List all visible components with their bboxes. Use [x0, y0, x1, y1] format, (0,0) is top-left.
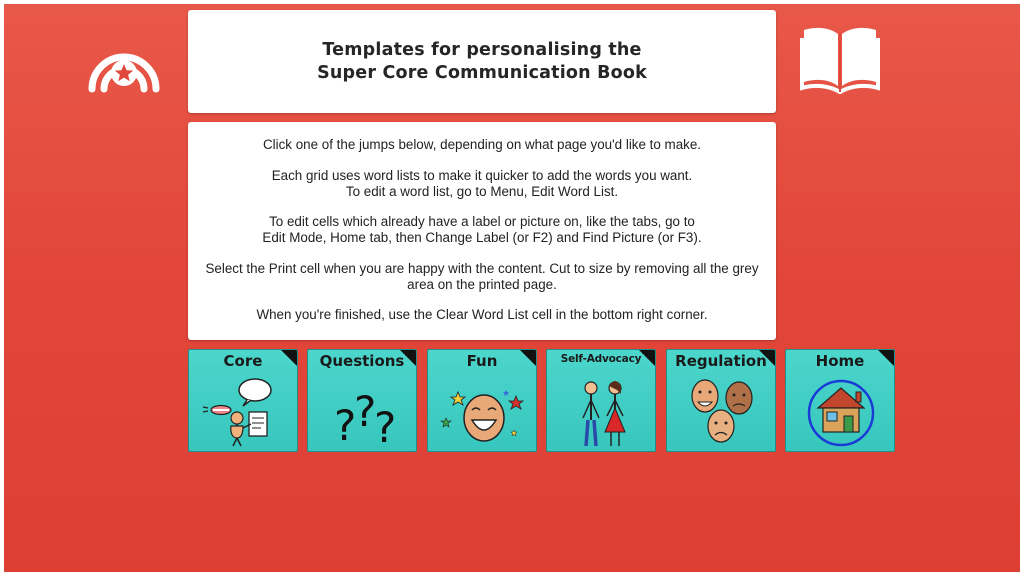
page-title-line-1: Templates for personalising the	[322, 39, 642, 60]
instruction-line: To edit a word list, go to Menu, Edit Word List.	[345, 183, 619, 199]
instruction-paragraph	[188, 214, 776, 245]
svg-text:?: ?	[374, 403, 397, 448]
tile-questions[interactable]	[307, 349, 417, 452]
open-book-icon[interactable]	[800, 24, 880, 96]
instruction-paragraph	[188, 137, 776, 153]
instruction-line: Each grid uses word lists to make it quicker to add the words you want.	[271, 168, 693, 183]
laughing-face-icon	[436, 374, 530, 448]
grid-background	[4, 4, 1020, 572]
tile-label: Questions	[319, 352, 405, 370]
question-marks-icon	[316, 374, 410, 448]
instruction-line: Select the Print cell when you are happy with the content. Cut to size by removing all the grey	[205, 261, 759, 276]
tile-regulation[interactable]	[666, 349, 776, 452]
instruction-line: When you're finished, use the Clear Word List cell in the bottom right corner.	[256, 307, 708, 322]
tile-label: Self-Advocacy	[560, 353, 642, 365]
instruction-line: To edit cells which already have a label or picture on, like the tabs, go to	[269, 214, 695, 229]
instructions-panel	[188, 122, 776, 340]
page-title-line-2: Super Core Communication Book	[317, 62, 647, 83]
instruction-line: Click one of the jumps below, depending on what page you'd like to make.	[262, 137, 702, 152]
speaking-person-icon	[197, 374, 291, 448]
tile-label: Fun	[466, 352, 498, 370]
house-icon	[794, 374, 888, 448]
svg-text:?: ?	[354, 387, 377, 436]
instruction-paragraph	[188, 261, 776, 292]
tile-label: Regulation	[675, 352, 767, 370]
man-woman-icon	[555, 374, 649, 448]
emotion-faces-icon	[675, 374, 769, 448]
tile-fun[interactable]	[427, 349, 537, 452]
instruction-paragraph	[188, 168, 776, 199]
instruction-line: area on the printed page.	[407, 276, 557, 292]
tile-label: Core	[223, 352, 263, 370]
tile-self-advocacy[interactable]	[546, 349, 656, 452]
star-signal-icon[interactable]	[84, 31, 164, 93]
instruction-paragraph	[188, 307, 776, 323]
instruction-line: Edit Mode, Home tab, then Change Label (or F2) and Find Picture (or F3).	[262, 229, 702, 245]
tile-core[interactable]	[188, 349, 298, 452]
title-panel	[188, 10, 776, 113]
tile-home[interactable]	[785, 349, 895, 452]
tile-label: Home	[815, 352, 865, 370]
svg-text:?: ?	[334, 401, 357, 448]
